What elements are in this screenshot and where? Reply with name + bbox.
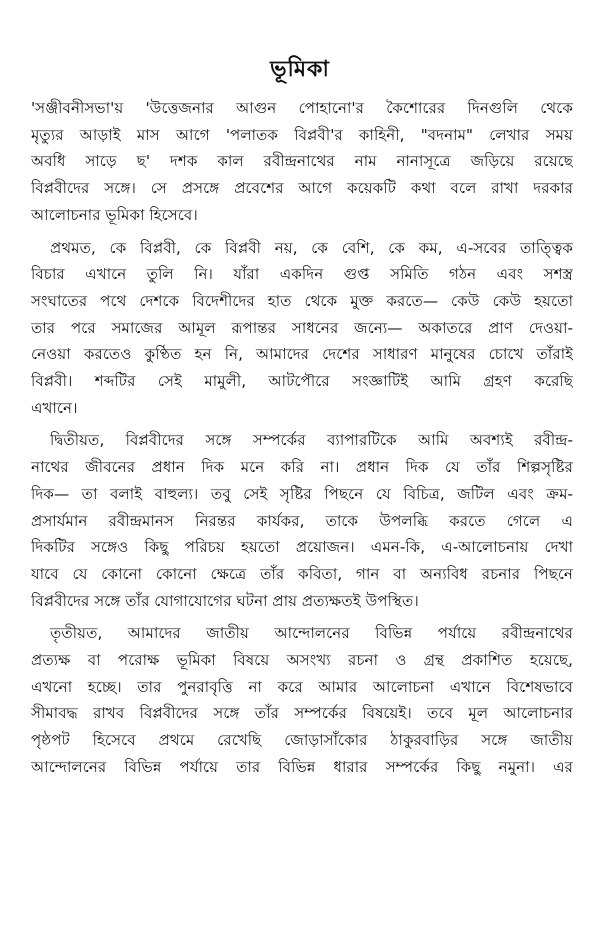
text-line: তৃতীয়ত, আমাদের জাতীয় আন্দোলনের বিভিন্ন পর্যায়ে রবীন্দ্রনাথের	[50, 624, 573, 643]
paragraph-2	[31, 235, 573, 422]
text-line: বিচার এখানে তুলি নি। যাঁরা একদিন গুপ্ত সমিতি গঠন এবং সশস্ত্র	[31, 265, 573, 284]
text-line: প্রথমত, কে বিপ্লবী, কে বিপ্লবী নয়, কে বেশি, কে কম, এ-সবের তাত্ত্বিক	[50, 238, 573, 257]
text-line: আন্দোলনের বিভিন্ন পর্যায়ে তার বিভিন্ন ধারার সম্পর্কের কিছু নমুনা। এর	[31, 757, 573, 776]
text-line: নেওয়া করতেও কুণ্ঠিত হন নি, আমাদের দেশের সাধারণ মানুষের চোখে তাঁরাই	[31, 345, 573, 364]
text-line: প্রত্যক্ষ বা পরোক্ষ ভূমিকা বিষয়ে অসংখ্য রচনা ও গ্রন্থ প্রকাশিত হয়েছে,	[31, 651, 573, 670]
text-line: তার পরে সমাজের আমূল রূপান্তর সাধনের জন্যে— অকাতরে প্রাণ দেওয়া-	[31, 318, 573, 337]
text-line: প্রসার্যমান রবীন্দ্রমানস নিরন্তর কার্যকর, তাকে উপলব্ধি করতে গেলে এ	[31, 511, 573, 530]
text-line: বিপ্লবীদের সঙ্গে। সে প্রসঙ্গে প্রবেশের আগে কয়েকটি কথা বলে রাখা দরকার	[31, 179, 573, 198]
text-line: এখনো হচ্ছে। তার পুনরাবৃত্তি না করে আমার আলোচনা এখানে বিশেষভাবে	[31, 677, 573, 696]
text-line: 'সঞ্জীবনীসভা'য় 'উত্তেজনার আগুন পোহানো'র কৈশোরের দিনগুলি থেকে	[31, 99, 573, 117]
paragraph-3	[31, 427, 573, 614]
text-line: সীমাবদ্ধ রাখব বিপ্লবীদের সঙ্গে তাঁর সম্পর্কের বিষয়েই। তবে মূল আলোচনার	[31, 704, 573, 723]
text-line: এখানে।	[31, 398, 78, 417]
text-line: সংঘাতের পথে দেশকে বিদেশীদের হাত থেকে মুক্ত করতে— কেউ কেউ হয়তো	[31, 291, 573, 310]
text-line: পৃষ্ঠপট হিসেবে প্রথমে রেখেছি জোড়াসাঁকোর ঠাকুরবাড়ির সঙ্গে জাতীয়	[31, 731, 573, 750]
text-line: অবধি সাড়ে ছ' দশক কাল রবীন্দ্রনাথের নাম নানাসূত্রে জড়িয়ে রয়েছে	[31, 152, 573, 171]
text-line: বিপ্লবী। শব্দটির সেই মামুলী, আটপৌরে সংজ্ঞাটিই আমি গ্রহণ করেছি	[31, 372, 573, 391]
text-line: মৃত্যুর আড়াই মাস আগে 'পলাতক বিপ্লবী'র কাহিনী, "বদনাম" লেখার সময়	[31, 125, 573, 144]
text-line: আলোচনার ভূমিকা হিসেবে।	[31, 205, 198, 224]
text-line: যাবে যে কোনো কোনো ক্ষেত্রে তাঁর কবিতা, গান বা অন্যবিধ রচনার পিছনে	[31, 564, 573, 583]
page-title: ভূমিকা	[270, 57, 330, 82]
text-line: নাথের জীবনের প্রধান দিক মনে করি না। প্রধান দিক যে তাঁর শিল্পসৃষ্টির	[31, 458, 573, 477]
text-line: দিকটির সঙ্গেও কিছু পরিচয় হয়তো প্রয়োজন। এমন-কি, এ-আলোচনায় দেখা	[31, 538, 573, 557]
text-line: দ্বিতীয়ত, বিপ্লবীদের সঙ্গে সম্পর্কের ব্যাপারটিকে আমি অবশ্যই রবীন্দ্র-	[50, 431, 573, 450]
paragraph-4	[31, 620, 573, 780]
text-line: বিপ্লবীদের সঙ্গে তাঁর যোগাযোগের ঘটনা প্রায় প্রত্যক্ষতই উপস্থিত।	[31, 591, 419, 610]
body-text	[31, 95, 573, 781]
text-line: দিক— তা বলাই বাহুল্য। তবু সেই সৃষ্টির পিছনে যে বিচিত্র, জটিল এবং ক্রম-	[31, 484, 573, 503]
paragraph-1	[31, 95, 573, 229]
